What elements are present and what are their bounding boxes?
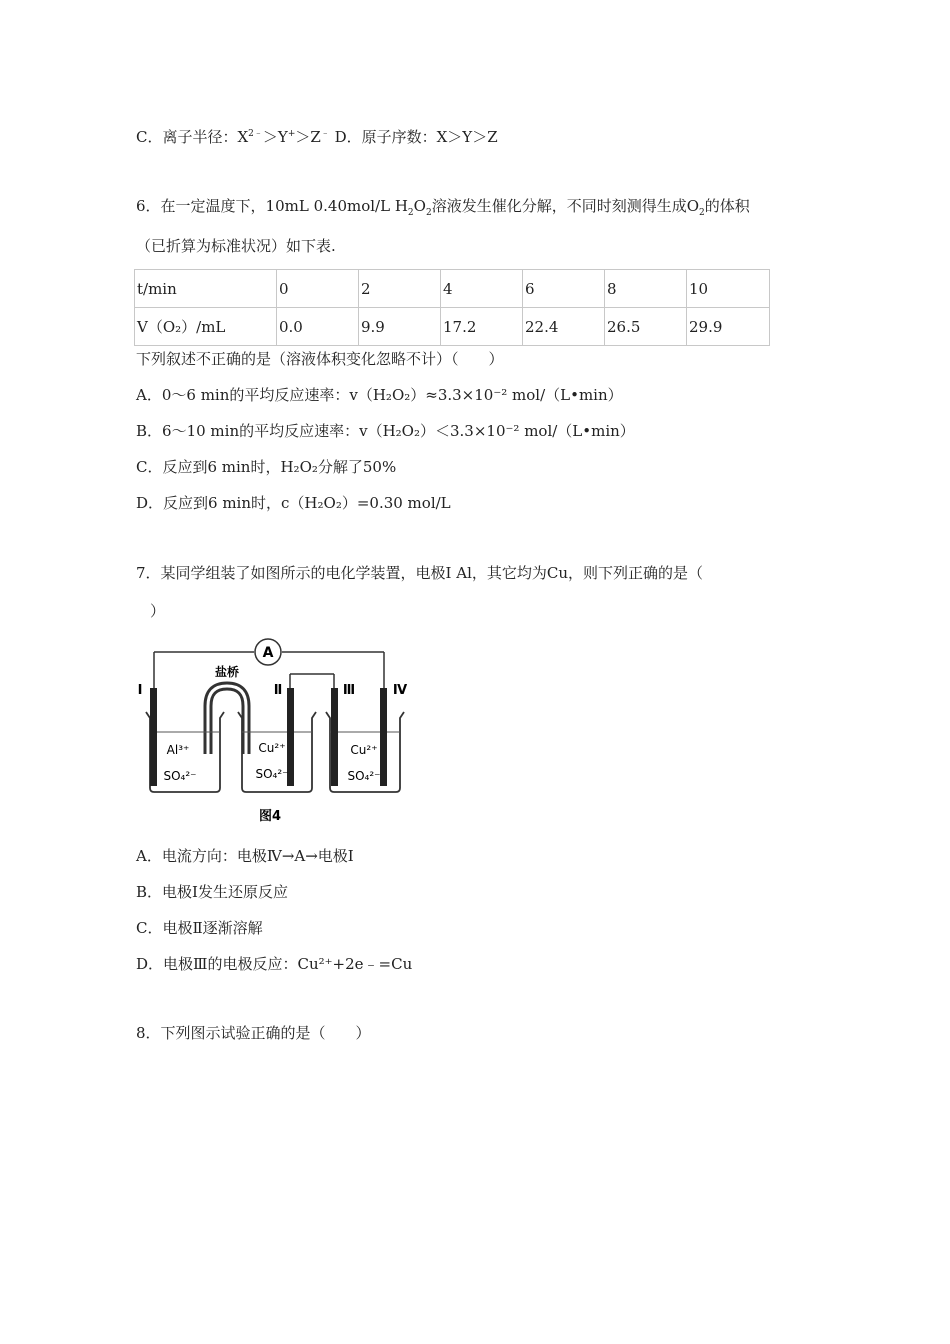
- q7-stem: 7．某同学组装了如图所示的电化学装置，电极Ⅰ Al，其它均为Cu，则下列正确的是（: [136, 564, 704, 582]
- q7-option-d: D．电极Ⅲ的电极反应：Cu²⁺+2e﹣=Cu: [136, 955, 413, 973]
- q6-stem-line2: （已折算为标准状况）如下表.: [136, 237, 336, 255]
- table-row: [135, 308, 770, 346]
- table-cell: 17.2: [441, 308, 523, 346]
- q6-option-a: A．0～6 min的平均反应速率：v（H₂O₂）≈3.3×10⁻² mol/（L•min）: [136, 386, 623, 404]
- q7-stem-close: ）: [150, 602, 166, 620]
- table-cell: 0: [277, 270, 359, 308]
- table-cell: 22.4: [523, 308, 605, 346]
- table-cell: V（O₂）/mL: [135, 308, 277, 346]
- electrode-label-2: Ⅱ: [273, 683, 283, 698]
- q7-option-b: B．电极Ⅰ发生还原反应: [136, 883, 288, 901]
- q5-options-line: C．离子半径：$X^{2﹣}>Y^+>Z^﹣$ D．原子序数：X＞Y＞Z: [136, 128, 498, 146]
- table-cell: 9.9: [359, 308, 441, 346]
- q6-data-table: [134, 269, 770, 346]
- q6-option-d: D．反应到6 min时，c（H₂O₂）=0.30 mol/L: [136, 494, 451, 512]
- table-row: [135, 270, 770, 308]
- electrode-label-3: Ⅲ: [342, 683, 356, 698]
- q8-stem: 8．下列图示试验正确的是（ ）: [136, 1024, 371, 1042]
- table-cell: 8: [605, 270, 687, 308]
- q6-option-b: B．6～10 min的平均反应速率：v（H₂O₂）＜3.3×10⁻² mol/（L•min）: [136, 422, 635, 440]
- salt-bridge: [208, 686, 246, 754]
- q7-option-c: C．电极Ⅱ逐渐溶解: [136, 919, 263, 937]
- table-cell: 26.5: [605, 308, 687, 346]
- electrode-label-1: Ⅰ: [137, 683, 143, 698]
- electrode-label-4: Ⅳ: [392, 683, 408, 698]
- table-cell: 0.0: [277, 308, 359, 346]
- electrode-1: [150, 688, 157, 786]
- figure-caption: 图4: [258, 809, 282, 824]
- electrode-3: [331, 688, 338, 786]
- q6-stem: 6．在一定温度下，10mL 0.40mol/L $H_2O_2$溶液发生催化分解，不同时刻测得生成$O_2$的体积: [136, 197, 750, 218]
- beaker1-ion2: SO₄²⁻: [163, 769, 197, 783]
- beaker3-ion2: SO₄²⁻: [347, 769, 381, 783]
- beaker3-ion1: Cu²⁺: [350, 743, 378, 757]
- q6-option-c: C．反应到6 min时，H₂O₂分解了50%: [136, 458, 397, 476]
- beaker2-ion1: Cu²⁺: [258, 741, 286, 755]
- q6-question: 下列叙述不正确的是（溶液体积变化忽略不计）（ ）: [136, 350, 504, 368]
- table-cell: 10: [687, 270, 770, 308]
- electrochem-figure: [130, 636, 420, 831]
- electrode-4: [380, 688, 387, 786]
- table-cell: t/min: [135, 270, 277, 308]
- q7-option-a: A．电流方向：电极Ⅳ→A→电极Ⅰ: [136, 847, 354, 865]
- beaker1-ion1: Al³⁺: [166, 743, 190, 757]
- table-cell: 4: [441, 270, 523, 308]
- beaker2-ion2: SO₄²⁻: [255, 767, 289, 781]
- salt-bridge-label: 盐桥: [214, 665, 240, 679]
- table-cell: 2: [359, 270, 441, 308]
- table-cell: 6: [523, 270, 605, 308]
- table-cell: 29.9: [687, 308, 770, 346]
- ammeter-label: A: [262, 645, 274, 661]
